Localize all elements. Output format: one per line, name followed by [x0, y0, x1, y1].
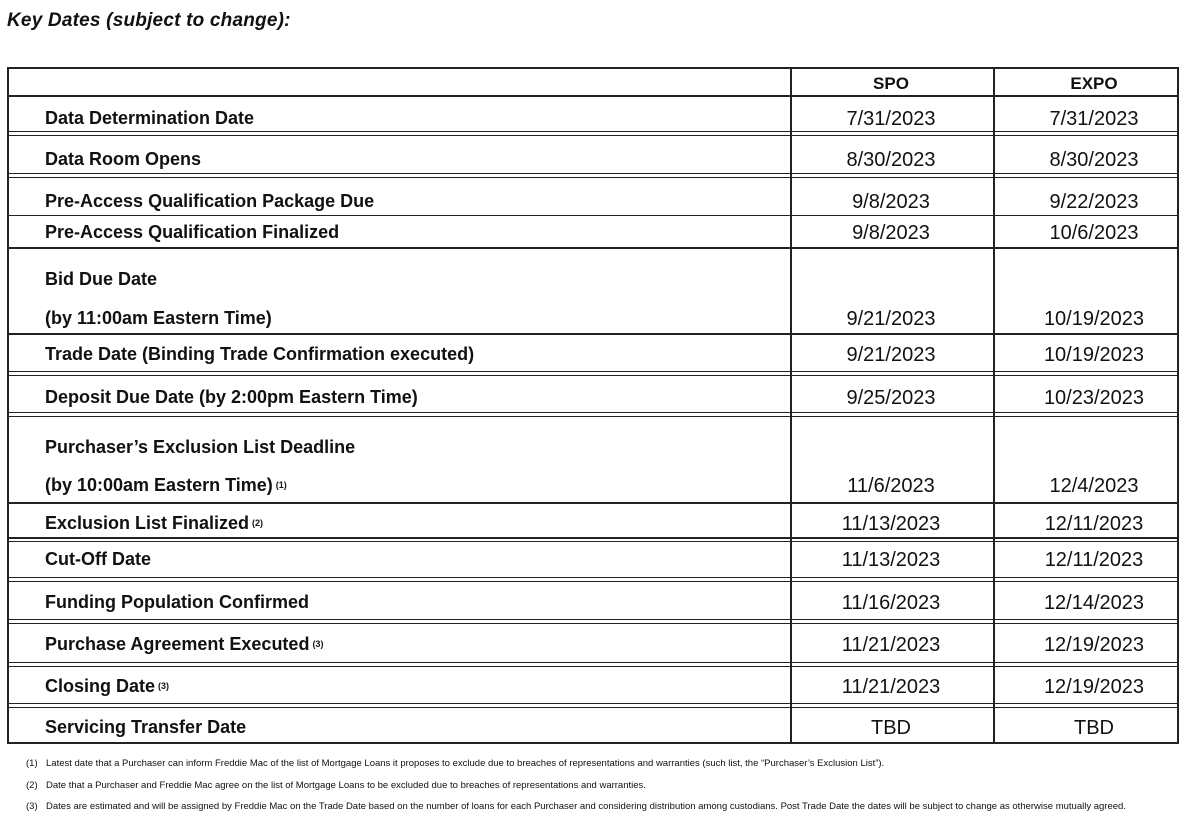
spo-date: 11/13/2023 — [841, 513, 941, 535]
footnote-ref: (3) — [312, 639, 324, 649]
footnote-ref: (2) — [252, 518, 264, 528]
footnote-number: (3) — [26, 801, 38, 812]
footnote-number: (1) — [26, 758, 38, 769]
expo-date: 12/11/2023 — [1044, 549, 1144, 571]
expo-date: 8/30/2023 — [1049, 149, 1139, 171]
spo-date: 11/21/2023 — [841, 676, 941, 698]
footnote — [26, 780, 646, 791]
footnote-ref: (3) — [158, 681, 170, 691]
expo-date: 7/31/2023 — [1049, 108, 1139, 130]
spo-date: 9/25/2023 — [846, 387, 936, 409]
row-label: Exclusion List Finalized $^{(2)}$ — [45, 513, 264, 533]
footnote — [26, 758, 884, 769]
spo-date: 9/8/2023 — [852, 222, 930, 244]
footnote-text: Dates are estimated and will be assigned by Freddie Mac on the Trade Date based on the number of loans for each Purchaser and considering distribution among custodians. Post Trade Date the dates will be subject to change as otherwise mutually agreed. — [46, 801, 1126, 812]
row-label: Purchase Agreement Executed $^{(3)}$ — [45, 634, 324, 654]
footnote-ref: (1) — [275, 480, 287, 490]
row-label: Pre-Access Qualification Finalized — [45, 222, 340, 242]
key-dates-table — [7, 67, 1179, 744]
row-label: Pre-Access Qualification Package Due — [45, 191, 375, 211]
row-label: Purchaser’s Exclusion List Deadline — [45, 437, 356, 457]
footnote — [26, 801, 1126, 812]
row-label: Bid Due Date — [45, 269, 158, 289]
column-header-expo: EXPO — [1070, 74, 1118, 93]
spo-date: 9/8/2023 — [852, 191, 930, 213]
spo-date: 9/21/2023 — [846, 308, 936, 330]
row-label: Funding Population Confirmed — [45, 592, 309, 612]
footnote-text: Latest date that a Purchaser can inform Freddie Mac of the list of Mortgage Loans it proposes to exclude due to breaches of representations and warranties (such list, the “Purchaser’s Exclusion List”). — [46, 758, 885, 769]
expo-date: 10/19/2023 — [1043, 308, 1145, 330]
spo-date: 11/13/2023 — [841, 549, 941, 571]
expo-date: TBD — [1074, 717, 1114, 739]
row-label: Trade Date (Binding Trade Confirmation executed) — [45, 344, 475, 364]
page-title: Key Dates (subject to change): — [7, 10, 291, 31]
row-label: Data Determination Date — [45, 108, 255, 128]
expo-date: 12/19/2023 — [1043, 634, 1145, 656]
expo-date: 12/19/2023 — [1043, 676, 1145, 698]
column-header-spo: SPO — [873, 74, 909, 93]
expo-date: 10/23/2023 — [1043, 387, 1145, 409]
row-label: Servicing Transfer Date — [45, 717, 247, 737]
row-label: Closing Date $^{(3)}$ — [45, 676, 170, 696]
row-label: Data Room Opens — [45, 149, 202, 169]
expo-date: 9/22/2023 — [1049, 191, 1139, 213]
spo-date: 9/21/2023 — [846, 344, 936, 366]
row-label-line2: (by 11:00am Eastern Time) — [45, 308, 272, 328]
footnote-text: Date that a Purchaser and Freddie Mac agree on the list of Mortgage Loans to be excluded due to breaches of representations and warranties. — [46, 780, 646, 791]
spo-date: 11/16/2023 — [841, 592, 941, 614]
spo-date: 11/6/2023 — [847, 475, 935, 497]
spo-date: 7/31/2023 — [846, 108, 936, 130]
expo-date: 10/19/2023 — [1043, 344, 1145, 366]
expo-date: 12/14/2023 — [1043, 592, 1145, 614]
expo-date: 10/6/2023 — [1049, 222, 1139, 244]
row-label-line2: (by 10:00am Eastern Time) $^{(1)}$ — [45, 475, 287, 495]
expo-date: 12/4/2023 — [1049, 475, 1139, 497]
spo-date: 11/21/2023 — [841, 634, 941, 656]
expo-date: 12/11/2023 — [1044, 513, 1144, 535]
row-label: Deposit Due Date (by 2:00pm Eastern Time) — [45, 387, 418, 407]
footnote-number: (2) — [26, 780, 38, 791]
row-label: Cut-Off Date — [45, 549, 151, 569]
spo-date: 8/30/2023 — [846, 149, 936, 171]
spo-date: TBD — [871, 717, 911, 739]
